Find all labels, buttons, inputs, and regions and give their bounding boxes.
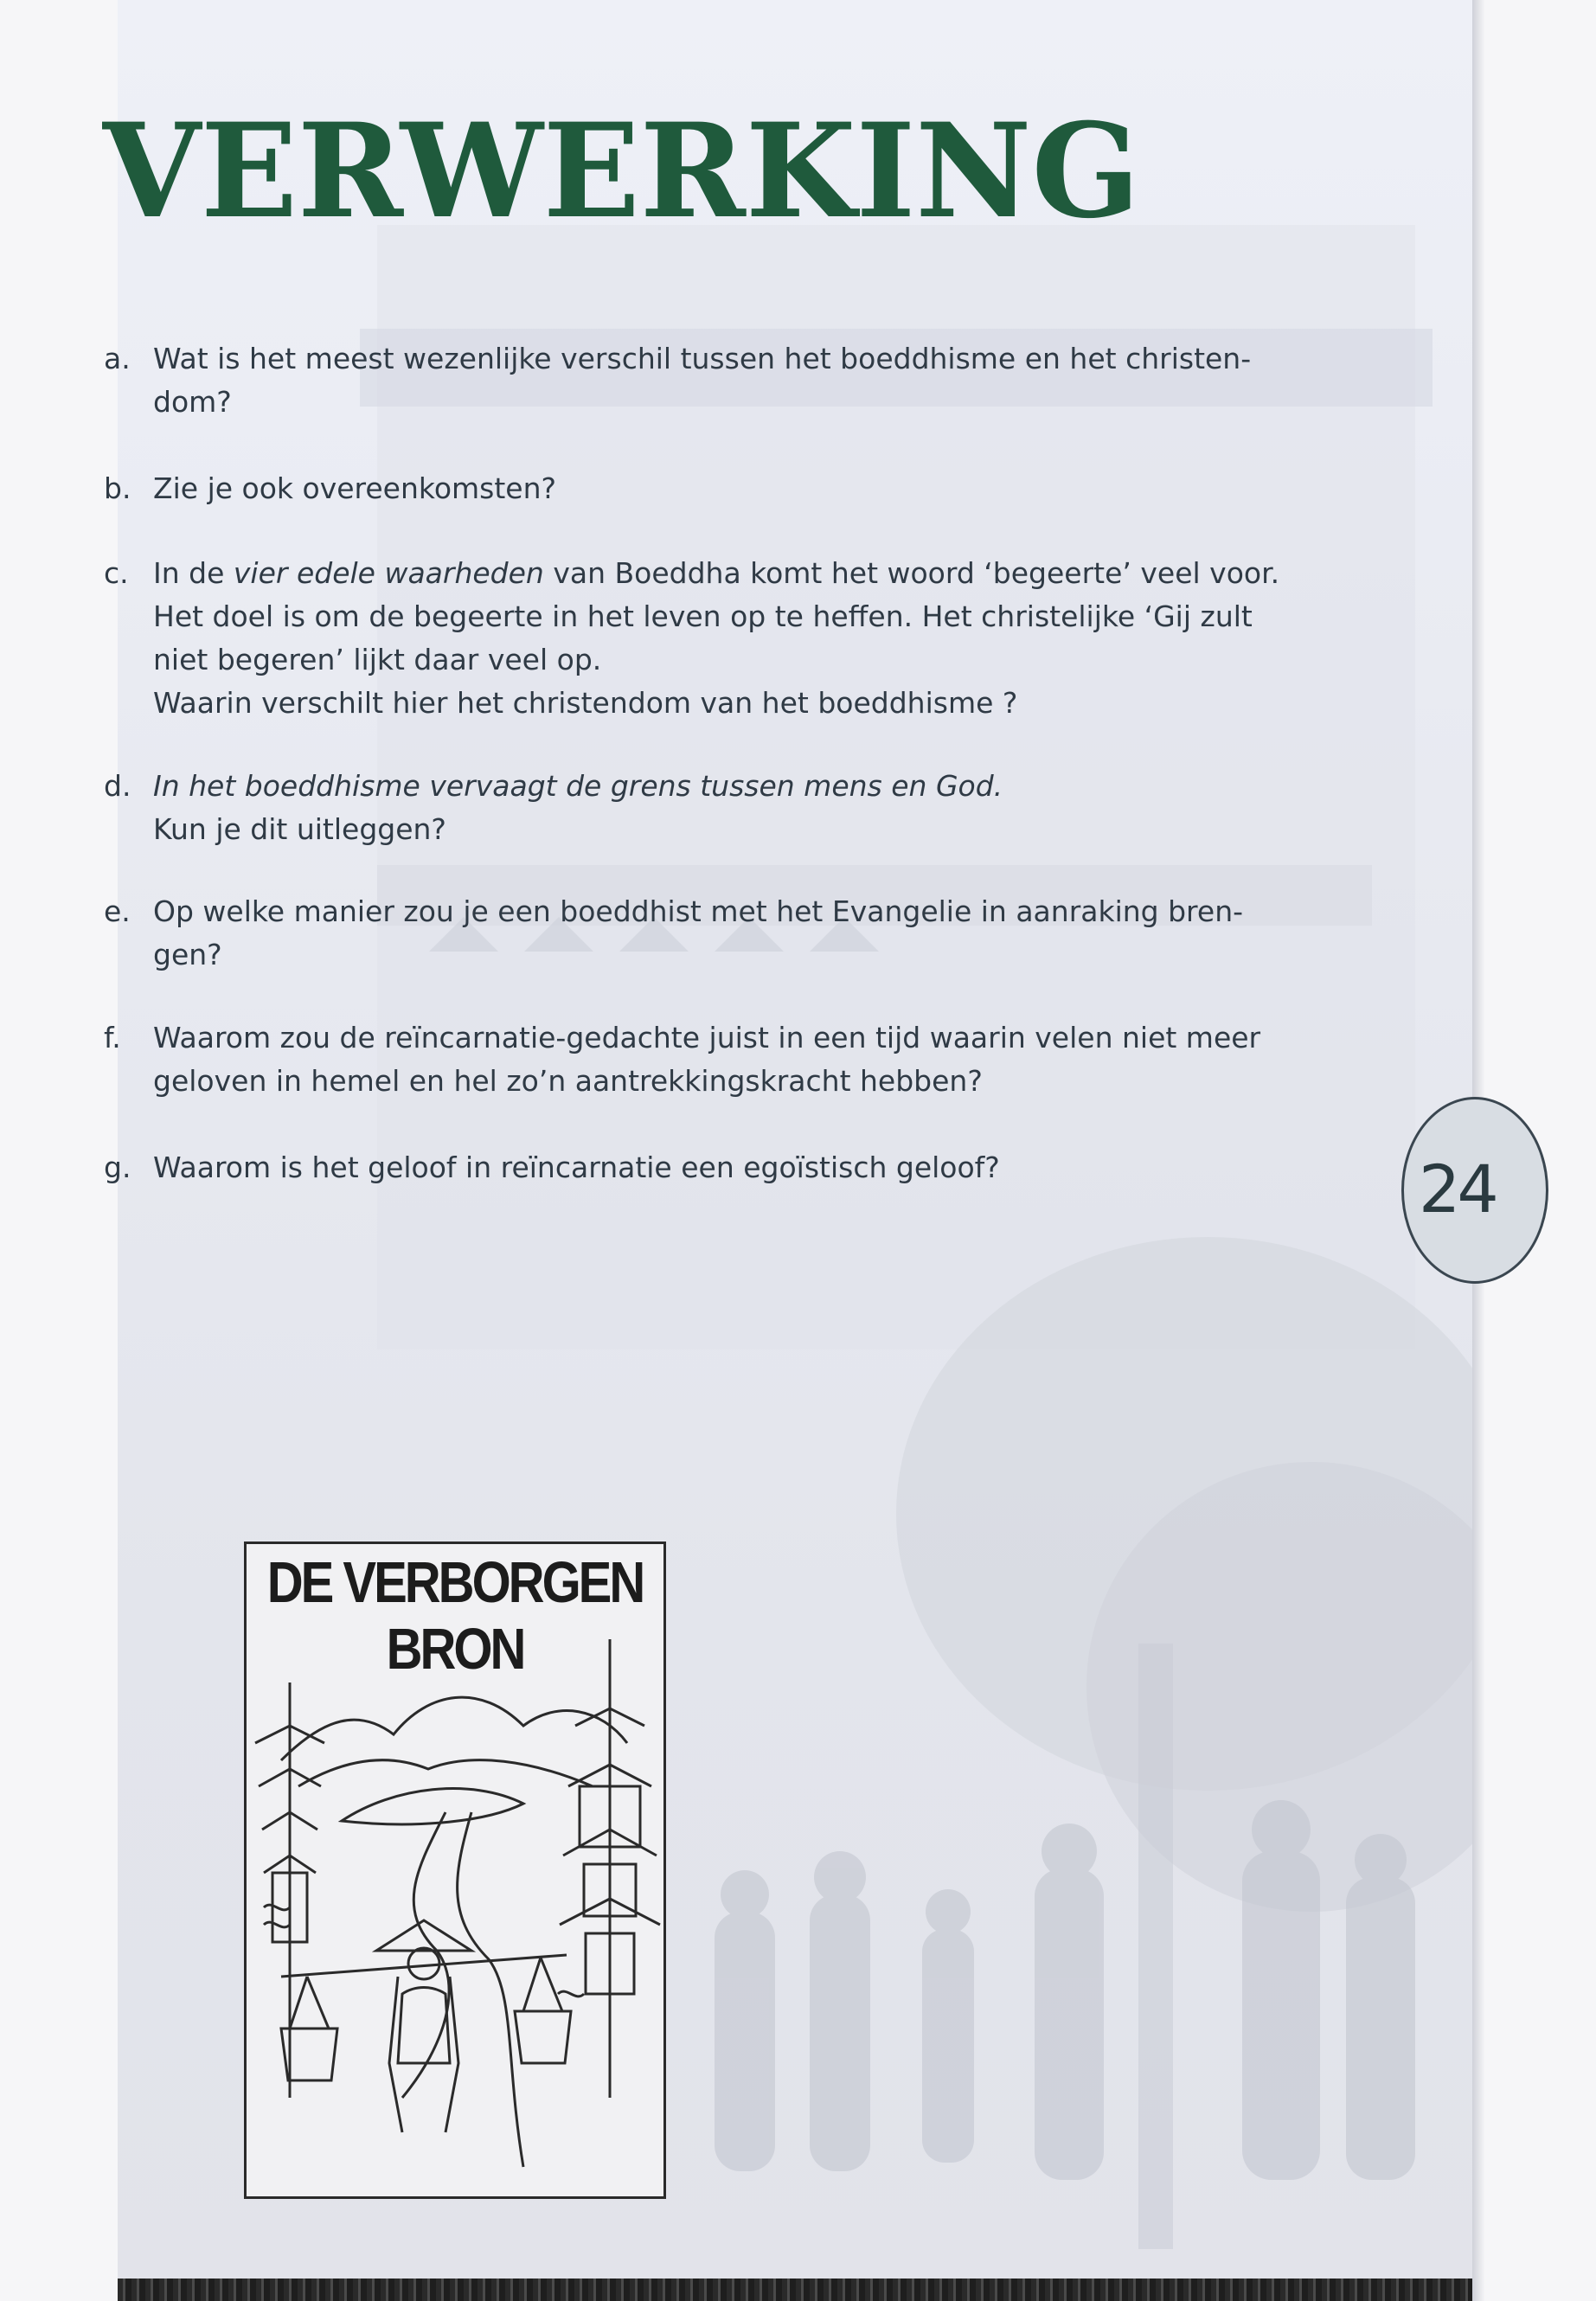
question-text-line: geloven in hemel en hel zo’n aantrekkingskracht hebben? [153, 1064, 983, 1098]
question-letter: d. [104, 769, 131, 803]
question-text-line: Waarom zou de reïncarnatie-gedachte juist in een tijd waarin velen niet meer [153, 1021, 1261, 1054]
question-g [104, 1146, 1349, 1189]
question-letter: g. [104, 1150, 131, 1184]
question-text-line: Waarom is het geloof in reïncarnatie een egoïstisch geloof? [153, 1150, 1000, 1184]
book-cover-illustration [244, 1541, 666, 2199]
question-letter: b. [104, 471, 131, 505]
question-a [104, 337, 1349, 424]
page-title-text: VERWERKING [102, 97, 1140, 244]
question-d [104, 765, 1349, 851]
page-number: 24 [1419, 1150, 1496, 1227]
page-title [102, 97, 1140, 244]
question-b [104, 467, 1349, 510]
question-f [104, 1016, 1349, 1103]
question-text-line: dom? [153, 385, 232, 419]
question-text-line: gen? [153, 938, 222, 971]
question-text-line [153, 552, 1349, 595]
question-letter: c. [104, 556, 129, 590]
question-text-line: Op welke manier zou je een boeddhist met het Evangelie in aanraking bren- [153, 894, 1244, 928]
question-text-segment: In de [153, 556, 234, 590]
question-text-line: Kun je dit uitleggen? [153, 812, 446, 846]
question-italic-line: In het boeddhisme vervaagt de grens tussen mens en God. [153, 769, 1003, 803]
book-cover-drawing [247, 1613, 663, 2196]
question-text-line: Het doel is om de begeerte in het leven op te heffen. Het christelijke ‘Gij zult [153, 599, 1253, 633]
book-title: DE VERBORGEN BRON [266, 1550, 644, 1682]
question-letter: e. [104, 894, 131, 928]
question-c [104, 552, 1349, 725]
question-text-line: niet begeren’ lijkt daar veel op. [153, 643, 602, 676]
question-text-segment: van Boeddha komt het woord ‘begeerte’ veel voor. [543, 556, 1280, 590]
question-text-line: Wat is het meest wezenlijke verschil tussen het boeddhisme en het christen- [153, 342, 1252, 375]
question-italic-term: vier edele waarheden [233, 556, 544, 590]
question-text-line: Zie je ook overeenkomsten? [153, 471, 557, 505]
question-letter: f. [104, 1021, 121, 1054]
question-letter: a. [104, 342, 131, 375]
question-e [104, 890, 1349, 977]
page-bottom-strip [118, 2279, 1477, 2301]
question-text-line: Waarin verschilt hier het christendom van het boeddhisme ? [153, 686, 1018, 720]
page-title-lettering [102, 97, 1140, 244]
